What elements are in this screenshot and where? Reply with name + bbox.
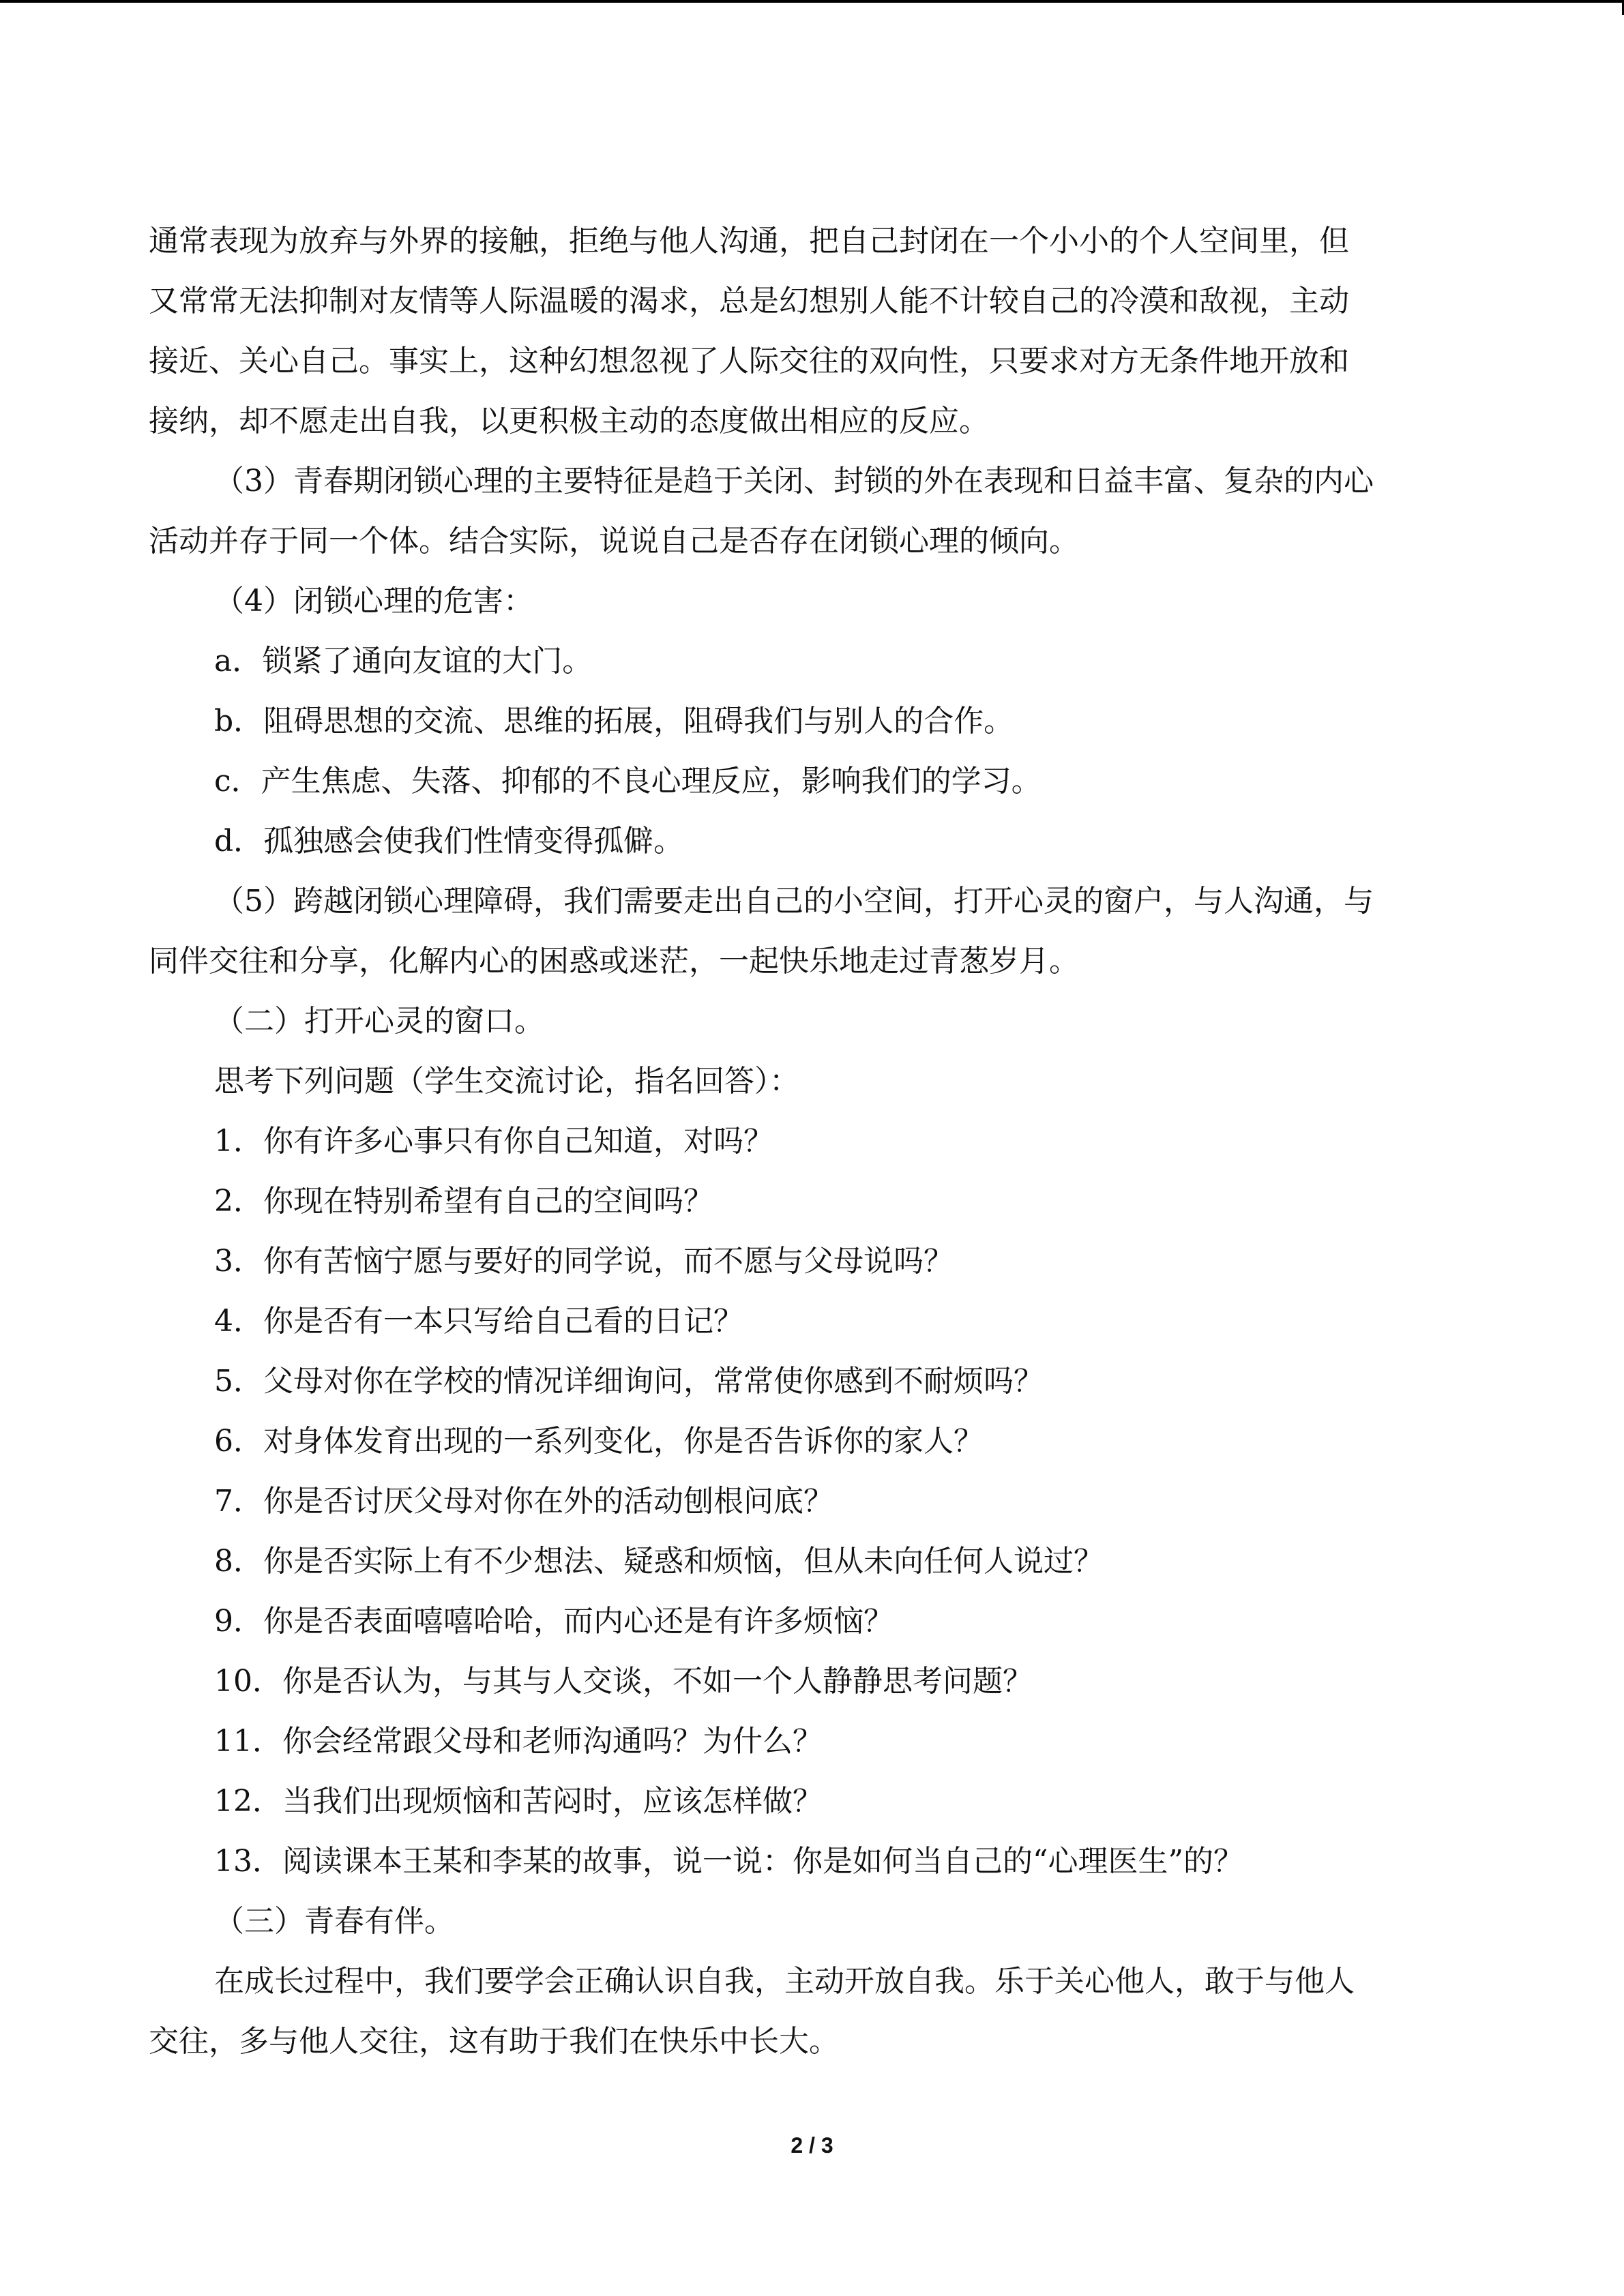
- document-body: [149, 211, 1475, 2072]
- list-item: a．锁紧了通向友谊的大门。: [214, 644, 593, 679]
- text-line: 交往，多与他人交往，这有助于我们在快乐中长大。: [149, 2024, 839, 2059]
- text-line: 在成长过程中，我们要学会正确认识自我，主动开放自我。乐于关心他人，敢于与他人: [214, 1964, 1355, 1999]
- list-item: b．阻碍思想的交流、思维的拓展，阻碍我们与别人的合作。: [214, 704, 1014, 739]
- question-item: 10．你是否认为，与其与人交谈，不如一个人静静思考问题？: [214, 1664, 1033, 1699]
- question-item: 6．对身体发育出现的一系列变化，你是否告诉你的家人？: [214, 1424, 984, 1459]
- text-line: （3）青春期闭锁心理的主要特征是趋于关闭、封锁的外在表现和日益丰富、复杂的内心: [214, 464, 1374, 498]
- text-line: 又常常无法抑制对友情等人际温暖的渴求，总是幻想别人能不计较自己的冷漠和敌视，主动: [149, 284, 1349, 318]
- question-item: 3．你有苦恼宁愿与要好的同学说，而不愿与父母说吗？: [214, 1244, 954, 1279]
- text-line: 同伴交往和分享，化解内心的困惑或迷茫，一起快乐地走过青葱岁月。: [149, 944, 1079, 979]
- question-item: 7．你是否讨厌父母对你在外的活动刨根问底？: [214, 1484, 833, 1519]
- section-heading: （二）打开心灵的窗口。: [214, 1004, 544, 1039]
- page-number: 2 / 3: [791, 2133, 833, 2158]
- paragraph-intro: [149, 211, 1475, 451]
- point-5: [149, 871, 1475, 992]
- question-item: 8．你是否实际上有不少想法、疑惑和烦恼，但从未向任何人说过？: [214, 1544, 1104, 1579]
- section-heading: （三）青春有伴。: [214, 1904, 454, 1939]
- point-4-heading: （4）闭锁心理的危害：: [214, 584, 533, 618]
- top-border: [0, 0, 1624, 3]
- text-line: 接近、关心自己。事实上，这种幻想忽视了人际交往的双向性，只要求对方无条件地开放和: [149, 344, 1349, 378]
- point-4: [149, 571, 1475, 871]
- question-item: 5．父母对你在学校的情况详细询问，常常使你感到不耐烦吗？: [214, 1364, 1044, 1399]
- question-item: 13．阅读课本王某和李某的故事，说一说：你是如何当自己的“心理医生”的？: [214, 1844, 1243, 1879]
- question-item: 12．当我们出现烦恼和苦闷时，应该怎样做？: [214, 1784, 823, 1819]
- question-item: 2．你现在特别希望有自己的空间吗？: [214, 1184, 713, 1219]
- question-item: 4．你是否有一本只写给自己看的日记？: [214, 1304, 743, 1339]
- text-line: 通常表现为放弃与外界的接触，拒绝与他人沟通，把自己封闭在一个小小的个人空间里，但: [149, 224, 1349, 258]
- text-line: 接纳，却不愿走出自我，以更积极主动的态度做出相应的反应。: [149, 404, 989, 438]
- text-line: （5）跨越闭锁心理障碍，我们需要走出自己的小空间，打开心灵的窗户，与人沟通，与: [214, 884, 1374, 919]
- section-intro: 思考下列问题（学生交流讨论，指名回答）：: [214, 1064, 799, 1099]
- section-3: [149, 1892, 1475, 2072]
- list-item: c．产生焦虑、失落、抑郁的不良心理反应，影响我们的学习。: [214, 764, 1042, 799]
- question-item: 1．你有许多心事只有你自己知道，对吗？: [214, 1124, 773, 1159]
- question-item: 9．你是否表面嘻嘻哈哈，而内心还是有许多烦恼？: [214, 1604, 894, 1639]
- text-line: 活动并存于同一个体。结合实际，说说自己是否存在闭锁心理的倾向。: [149, 524, 1079, 558]
- question-item: 11．你会经常跟父母和老师沟通吗？为什么？: [214, 1724, 823, 1759]
- section-2: [149, 992, 1475, 1892]
- list-item: d．孤独感会使我们性情变得孤僻。: [214, 824, 684, 859]
- point-3: [149, 451, 1475, 571]
